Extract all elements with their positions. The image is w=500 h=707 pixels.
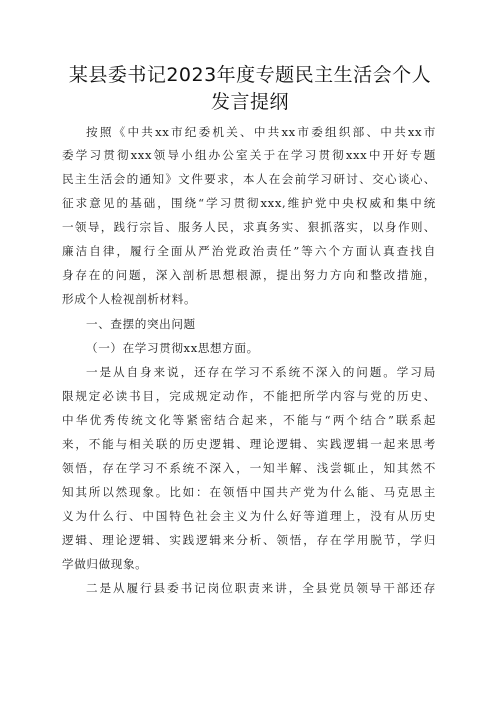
body-line: 知其所以然现象。比如：在领悟中国共产党为什么能、马克思主 [62,485,436,499]
body-line: 一是从自身来说，还存在学习不系统不深入的问题。学习局 [86,365,436,379]
body-line: 二是从履行县委书记岗位职责来讲，全县党员领导干部还存 [86,581,436,595]
document-title-line-2: 发言提纲 [210,91,289,113]
body-line: 限规定必读书目，完成规定动作，不能把所学内容与党的历史、 [62,389,436,403]
body-line: 征求意见的基础，围绕“学习贯彻xxx,维护党中央权威和集中统 [62,196,436,210]
document-title-line-1: 某县委书记2023年度专题民主生活会个人 [68,64,432,86]
section-heading: 一、查摆的突出问题 [86,317,196,331]
body-line: 领悟，存在学习不系统不深入，一知半解、浅尝辄止，知其然不 [62,461,436,475]
subsection-heading: （一）在学习贯彻xx思想方面。 [86,341,259,355]
body-line: 廉洁自律，履行全面从严治党政治责任”等六个方面认真查找自 [62,244,436,258]
body-line: 委学习贯彻xxx领导小组办公室关于在学习贯彻xxx中开好专题 [62,148,436,162]
body-line: 逻辑、理论逻辑、实践逻辑来分析、领悟，存在学用脱节，学归 [62,533,436,547]
body-line: 身存在的问题，深入剖析思想根源，提出努力方向和整改措施， [62,268,436,282]
body-line: 按照《中共xx市纪委机关、中共xx市委组织部、中共xx市 [86,125,436,139]
body-line: 中华优秀传统文化等紧密结合起来，不能与“两个结合”联系起 [62,413,436,427]
body-line: 形成个人检视剖析材料。 [62,292,197,306]
body-line: 义为什么行、中国特色社会主义为什么好等道理上，没有从历史 [62,509,436,523]
body-line: 来，不能与相关联的历史逻辑、理论逻辑、实践逻辑一起来思考 [62,437,436,451]
body-line: 民主生活会的通知》文件要求，本人在会前学习研讨、交心谈心、 [62,172,436,186]
body-line: 一领导，践行宗旨、服务人民，求真务实、狠抓落实，以身作则、 [62,220,436,234]
body-line: 学做归做现象。 [62,557,148,571]
